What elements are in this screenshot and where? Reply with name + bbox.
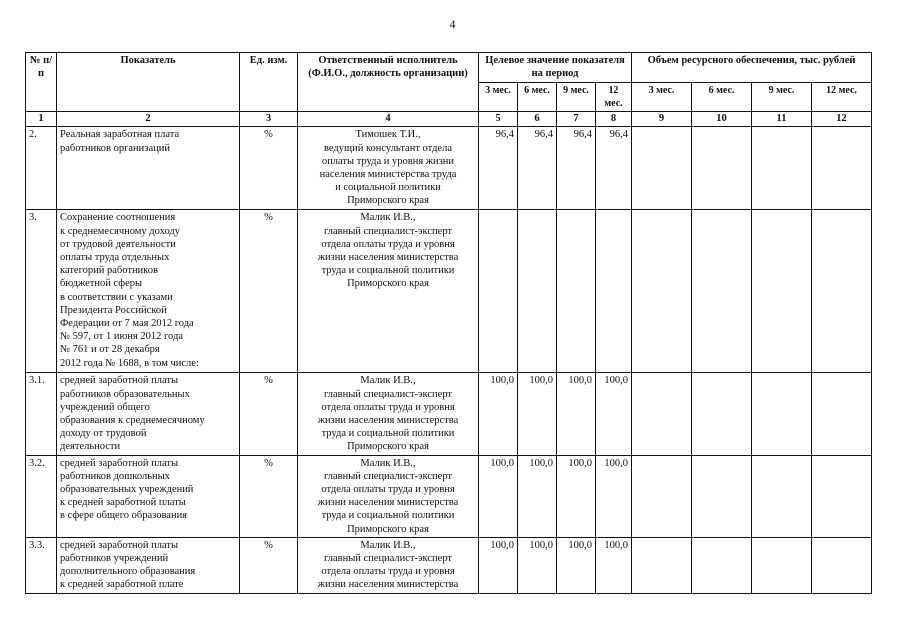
indicator-line: работников организаций <box>60 142 170 154</box>
responsible-line: труда и социальной политики <box>321 428 455 440</box>
target-value-cell: 100,0 <box>518 455 557 537</box>
indicator-cell <box>57 373 240 455</box>
resource-value-cell <box>812 455 872 537</box>
indicator-line: образовательных учреждений <box>60 484 194 496</box>
column-number: 1 <box>26 112 57 127</box>
responsible-line: и социальной политики <box>335 182 441 194</box>
table-row <box>26 455 872 537</box>
target-value-cell <box>518 210 557 373</box>
responsible-line: труда и социальной политики <box>321 510 455 522</box>
resource-value-cell <box>752 210 812 373</box>
indicator-line: Президента Российской <box>60 304 167 316</box>
column-number: 2 <box>57 112 240 127</box>
header-period: 9 мес. <box>752 83 812 112</box>
responsible-line: главный специалист-эксперт <box>323 225 453 237</box>
resource-value-cell <box>812 127 872 210</box>
responsible-line: Тимошек Т.И., <box>355 129 421 141</box>
column-number: 4 <box>298 112 479 127</box>
target-value-cell <box>596 210 632 373</box>
resource-value-cell <box>812 373 872 455</box>
indicator-line: к среднемесячному доходу <box>60 225 181 237</box>
column-number: 9 <box>632 112 692 127</box>
responsible-line: Приморского края <box>347 195 429 207</box>
row-number: 3. <box>26 210 57 373</box>
target-value-cell <box>479 210 518 373</box>
responsible-line: отдела оплаты труда и уровня <box>321 238 455 250</box>
indicator-line: бюджетной сферы <box>60 278 143 290</box>
resource-value-cell <box>752 373 812 455</box>
header-period: 6 мес. <box>692 83 752 112</box>
indicators-table <box>25 52 872 594</box>
target-value-cell: 100,0 <box>596 455 632 537</box>
indicator-line: дополнительного образования <box>60 566 196 578</box>
indicator-line: средней заработной платы <box>60 457 179 469</box>
target-value-cell: 100,0 <box>518 373 557 455</box>
header-period: 3 мес. <box>632 83 692 112</box>
column-number: 6 <box>518 112 557 127</box>
indicator-line: от трудовой деятельности <box>60 238 176 250</box>
target-value-cell: 100,0 <box>557 373 596 455</box>
responsible-line: жизни населения министерства <box>317 252 459 264</box>
responsible-cell <box>298 373 479 455</box>
table-row <box>26 537 872 593</box>
header-num: № п/п <box>26 53 57 112</box>
indicator-line: категорий работников <box>60 265 158 277</box>
indicator-line: оплаты труда отдельных <box>60 252 170 264</box>
indicator-line: № 761 и от 28 декабря <box>60 344 160 356</box>
indicator-line: деятельности <box>60 441 121 453</box>
indicator-cell <box>57 210 240 373</box>
column-number: 5 <box>479 112 518 127</box>
indicator-cell <box>57 455 240 537</box>
table-row <box>26 210 872 373</box>
responsible-cell <box>298 455 479 537</box>
indicator-line: работников учреждений <box>60 553 169 565</box>
target-value-cell: 96,4 <box>479 127 518 210</box>
page-number: 4 <box>449 17 456 31</box>
responsible-line: отдела оплаты труда и уровня <box>321 566 455 578</box>
indicator-line: к средней заработной платы <box>60 497 186 509</box>
target-value-cell <box>557 210 596 373</box>
unit-cell: % <box>240 537 298 593</box>
responsible-line: Малик И.В., <box>360 375 416 387</box>
indicator-line: работников дошкольных <box>60 470 170 482</box>
indicator-line: доходу от трудовой <box>60 428 147 440</box>
unit-cell: % <box>240 127 298 210</box>
responsible-line: главный специалист-эксперт <box>323 470 453 482</box>
responsible-cell <box>298 127 479 210</box>
target-value-cell: 96,4 <box>596 127 632 210</box>
indicator-line: средней заработной платы <box>60 375 179 387</box>
resource-value-cell <box>692 210 752 373</box>
responsible-line: Малик И.В., <box>360 457 416 469</box>
indicator-line: в соответствии с указами <box>60 291 173 303</box>
target-value-cell: 100,0 <box>557 537 596 593</box>
indicator-line: образования к среднемесячному <box>60 415 205 427</box>
target-value-cell: 96,4 <box>557 127 596 210</box>
header-row <box>26 53 872 83</box>
row-number: 3.2. <box>26 455 57 537</box>
resource-value-cell <box>632 127 692 210</box>
resource-value-cell <box>812 537 872 593</box>
indicator-cell <box>57 127 240 210</box>
target-value-cell: 100,0 <box>479 455 518 537</box>
responsible-line: ведущий консультант отдела <box>323 142 452 154</box>
responsible-line: главный специалист-эксперт <box>323 388 453 400</box>
resource-value-cell <box>632 373 692 455</box>
unit-cell: % <box>240 210 298 373</box>
indicator-line: 2012 года № 1688, в том числе: <box>60 357 199 369</box>
unit-cell: % <box>240 373 298 455</box>
responsible-line: жизни населения министерства <box>317 497 459 509</box>
column-number: 12 <box>812 112 872 127</box>
column-number: 3 <box>240 112 298 127</box>
resource-value-cell <box>752 455 812 537</box>
target-value-cell: 96,4 <box>518 127 557 210</box>
indicator-line: № 597, от 1 июня 2012 года <box>60 331 184 343</box>
unit-cell: % <box>240 455 298 537</box>
header-period: 12 мес. <box>596 83 632 112</box>
table-row <box>26 373 872 455</box>
responsible-line: главный специалист-эксперт <box>323 553 453 565</box>
indicator-line: к средней заработной плате <box>60 579 184 591</box>
resource-value-cell <box>632 210 692 373</box>
responsible-cell <box>298 210 479 373</box>
target-value-cell: 100,0 <box>557 455 596 537</box>
table-row <box>26 127 872 210</box>
target-value-cell: 100,0 <box>596 373 632 455</box>
resource-value-cell <box>692 373 752 455</box>
responsible-line: жизни населения министерства <box>317 579 459 591</box>
resource-value-cell <box>812 210 872 373</box>
indicator-line: средней заработной платы <box>60 539 179 551</box>
row-number: 3.1. <box>26 373 57 455</box>
target-value-cell: 100,0 <box>518 537 557 593</box>
header-period: 9 мес. <box>557 83 596 112</box>
responsible-line: Малик И.В., <box>360 539 416 551</box>
header-resources: Объем ресурсного обеспечения, тыс. рублей <box>632 53 872 83</box>
resource-value-cell <box>692 537 752 593</box>
row-number: 3.3. <box>26 537 57 593</box>
column-number: 10 <box>692 112 752 127</box>
resource-value-cell <box>632 455 692 537</box>
resource-value-cell <box>692 455 752 537</box>
column-number: 7 <box>557 112 596 127</box>
resource-value-cell <box>692 127 752 210</box>
target-value-cell: 100,0 <box>596 537 632 593</box>
responsible-line: оплаты труда и уровня жизни <box>321 155 455 167</box>
column-number: 11 <box>752 112 812 127</box>
resource-value-cell <box>752 127 812 210</box>
indicator-line: учреждений общего <box>60 401 150 413</box>
resource-value-cell <box>752 537 812 593</box>
column-numbers-row <box>26 112 872 127</box>
indicator-line: работников образовательных <box>60 388 190 400</box>
header-indicator: Показатель <box>57 53 240 112</box>
responsible-line: жизни населения министерства <box>317 415 459 427</box>
header-responsible: Ответственный исполнитель (Ф.И.О., должность организации) <box>298 53 479 112</box>
indicator-line: Федерации от 7 мая 2012 года <box>60 318 194 330</box>
indicator-line: Сохранение соотношения <box>60 212 176 224</box>
indicator-line: в сфере общего образования <box>60 510 188 522</box>
target-value-cell: 100,0 <box>479 373 518 455</box>
header-period: 6 мес. <box>518 83 557 112</box>
responsible-line: отдела оплаты труда и уровня <box>321 484 455 496</box>
column-number: 8 <box>596 112 632 127</box>
indicator-line: Реальная заработная плата <box>60 129 180 141</box>
table-body <box>26 127 872 593</box>
responsible-line: труда и социальной политики <box>321 265 455 277</box>
header-period: 3 мес. <box>479 83 518 112</box>
responsible-line: Приморского края <box>347 278 429 290</box>
indicator-cell <box>57 537 240 593</box>
row-number: 2. <box>26 127 57 210</box>
header-unit: Ед. изм. <box>240 53 298 112</box>
responsible-line: отдела оплаты труда и уровня <box>321 401 455 413</box>
resource-value-cell <box>632 537 692 593</box>
target-value-cell: 100,0 <box>479 537 518 593</box>
header-period: 12 мес. <box>812 83 872 112</box>
header-target: Целевое значение показателя на период <box>479 53 632 83</box>
responsible-line: Малик И.В., <box>360 212 416 224</box>
responsible-line: Приморского края <box>347 523 429 535</box>
responsible-line: Приморского края <box>347 441 429 453</box>
responsible-cell <box>298 537 479 593</box>
responsible-line: населения министерства труда <box>319 169 457 181</box>
